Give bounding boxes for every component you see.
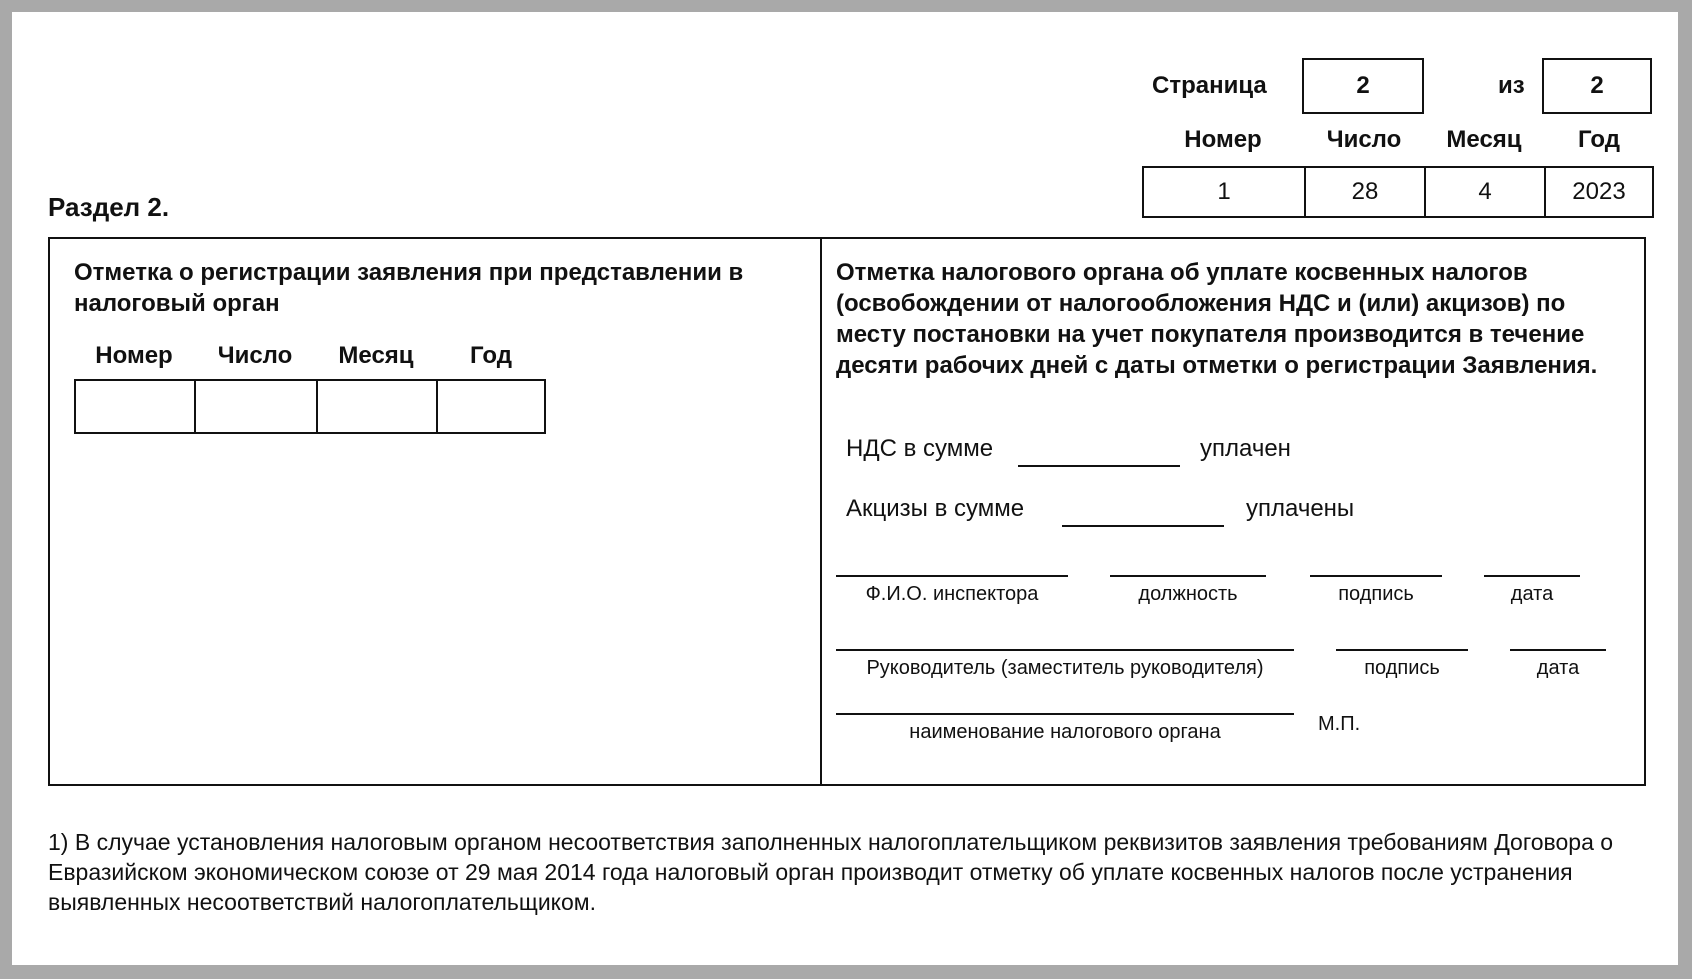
reg-col-number: Номер xyxy=(95,342,173,369)
page-label: Страница xyxy=(1152,72,1267,99)
excise-amount-field[interactable] xyxy=(1062,525,1224,527)
inspector-date-caption: дата xyxy=(1510,583,1554,605)
footnote: 1) В случае установления налоговым органом несоответствия заполненных налогоплательщиком реквизитов заявления требованиям Договора о Евразийском экономическом союзе от 29 мая 2014 года налоговый орган производит отметку об уплате косвенных налогов после устранения выявленных несоответствий налогоплательщиком. xyxy=(48,829,1614,915)
vat-status: уплачен xyxy=(1200,435,1291,462)
header-col-number: Номер xyxy=(1184,126,1262,153)
reg-number-field[interactable] xyxy=(76,381,196,432)
reg-col-month: Месяц xyxy=(338,342,414,369)
reg-month-field[interactable] xyxy=(318,381,438,432)
head-date-line[interactable] xyxy=(1510,649,1606,651)
header-col-day: Число xyxy=(1326,126,1402,153)
excise-label: Акцизы в сумме xyxy=(846,495,1025,522)
header-col-year: Год xyxy=(1578,126,1620,153)
tax-authority-line[interactable] xyxy=(836,713,1294,715)
header-col-month: Месяц xyxy=(1446,126,1522,153)
registration-title: Отметка о регистрации заявления при представлении в налоговый орган xyxy=(74,259,744,317)
inspector-position-caption: должность xyxy=(1138,583,1238,605)
of-label: из xyxy=(1498,72,1525,99)
inspector-position-line[interactable] xyxy=(1110,575,1266,577)
document-sheet xyxy=(12,12,1678,965)
column-divider xyxy=(820,239,822,784)
header-day-value[interactable]: 28 xyxy=(1306,168,1426,216)
header-month-value[interactable]: 4 xyxy=(1426,168,1546,216)
reg-col-year: Год xyxy=(470,342,512,369)
head-name-line[interactable] xyxy=(836,649,1294,651)
head-signature-line[interactable] xyxy=(1336,649,1468,651)
section-title: Раздел 2. xyxy=(48,192,170,222)
page-current-field[interactable]: 2 xyxy=(1302,58,1424,114)
reg-day-field[interactable] xyxy=(196,381,318,432)
inspector-signature-caption: подпись xyxy=(1338,583,1414,605)
tax-authority-caption: наименование налогового органа xyxy=(909,721,1221,743)
header-number-value[interactable]: 1 xyxy=(1144,168,1306,216)
page-total-field[interactable]: 2 xyxy=(1542,58,1652,114)
inspector-signature-line[interactable] xyxy=(1310,575,1442,577)
inspector-name-line[interactable] xyxy=(836,575,1068,577)
inspector-name-caption: Ф.И.О. инспектора xyxy=(865,583,1039,605)
tax-mark-title: Отметка налогового органа об уплате косвенных налогов (освобождении от налогообложения НДС и (или) акцизов) по месту постановки на учет покупателя производится в течение десяти рабочих дней с даты отметки о регистрации Заявления. xyxy=(836,259,1598,379)
header-values-row xyxy=(1142,166,1654,218)
head-caption: Руководитель (заместитель руководителя) xyxy=(866,657,1264,679)
excise-status: уплачены xyxy=(1246,495,1355,522)
header-year-value[interactable]: 2023 xyxy=(1572,178,1626,205)
section-box xyxy=(48,237,1646,786)
reg-year-field[interactable] xyxy=(438,381,544,432)
inspector-date-line[interactable] xyxy=(1484,575,1580,577)
reg-col-day: Число xyxy=(217,342,293,369)
stamp-place: М.П. xyxy=(1318,713,1361,735)
head-signature-caption: подпись xyxy=(1364,657,1440,679)
registration-fields-row xyxy=(74,379,546,434)
vat-label: НДС в сумме xyxy=(846,435,994,462)
vat-amount-field[interactable] xyxy=(1018,465,1180,467)
head-date-caption: дата xyxy=(1536,657,1580,679)
